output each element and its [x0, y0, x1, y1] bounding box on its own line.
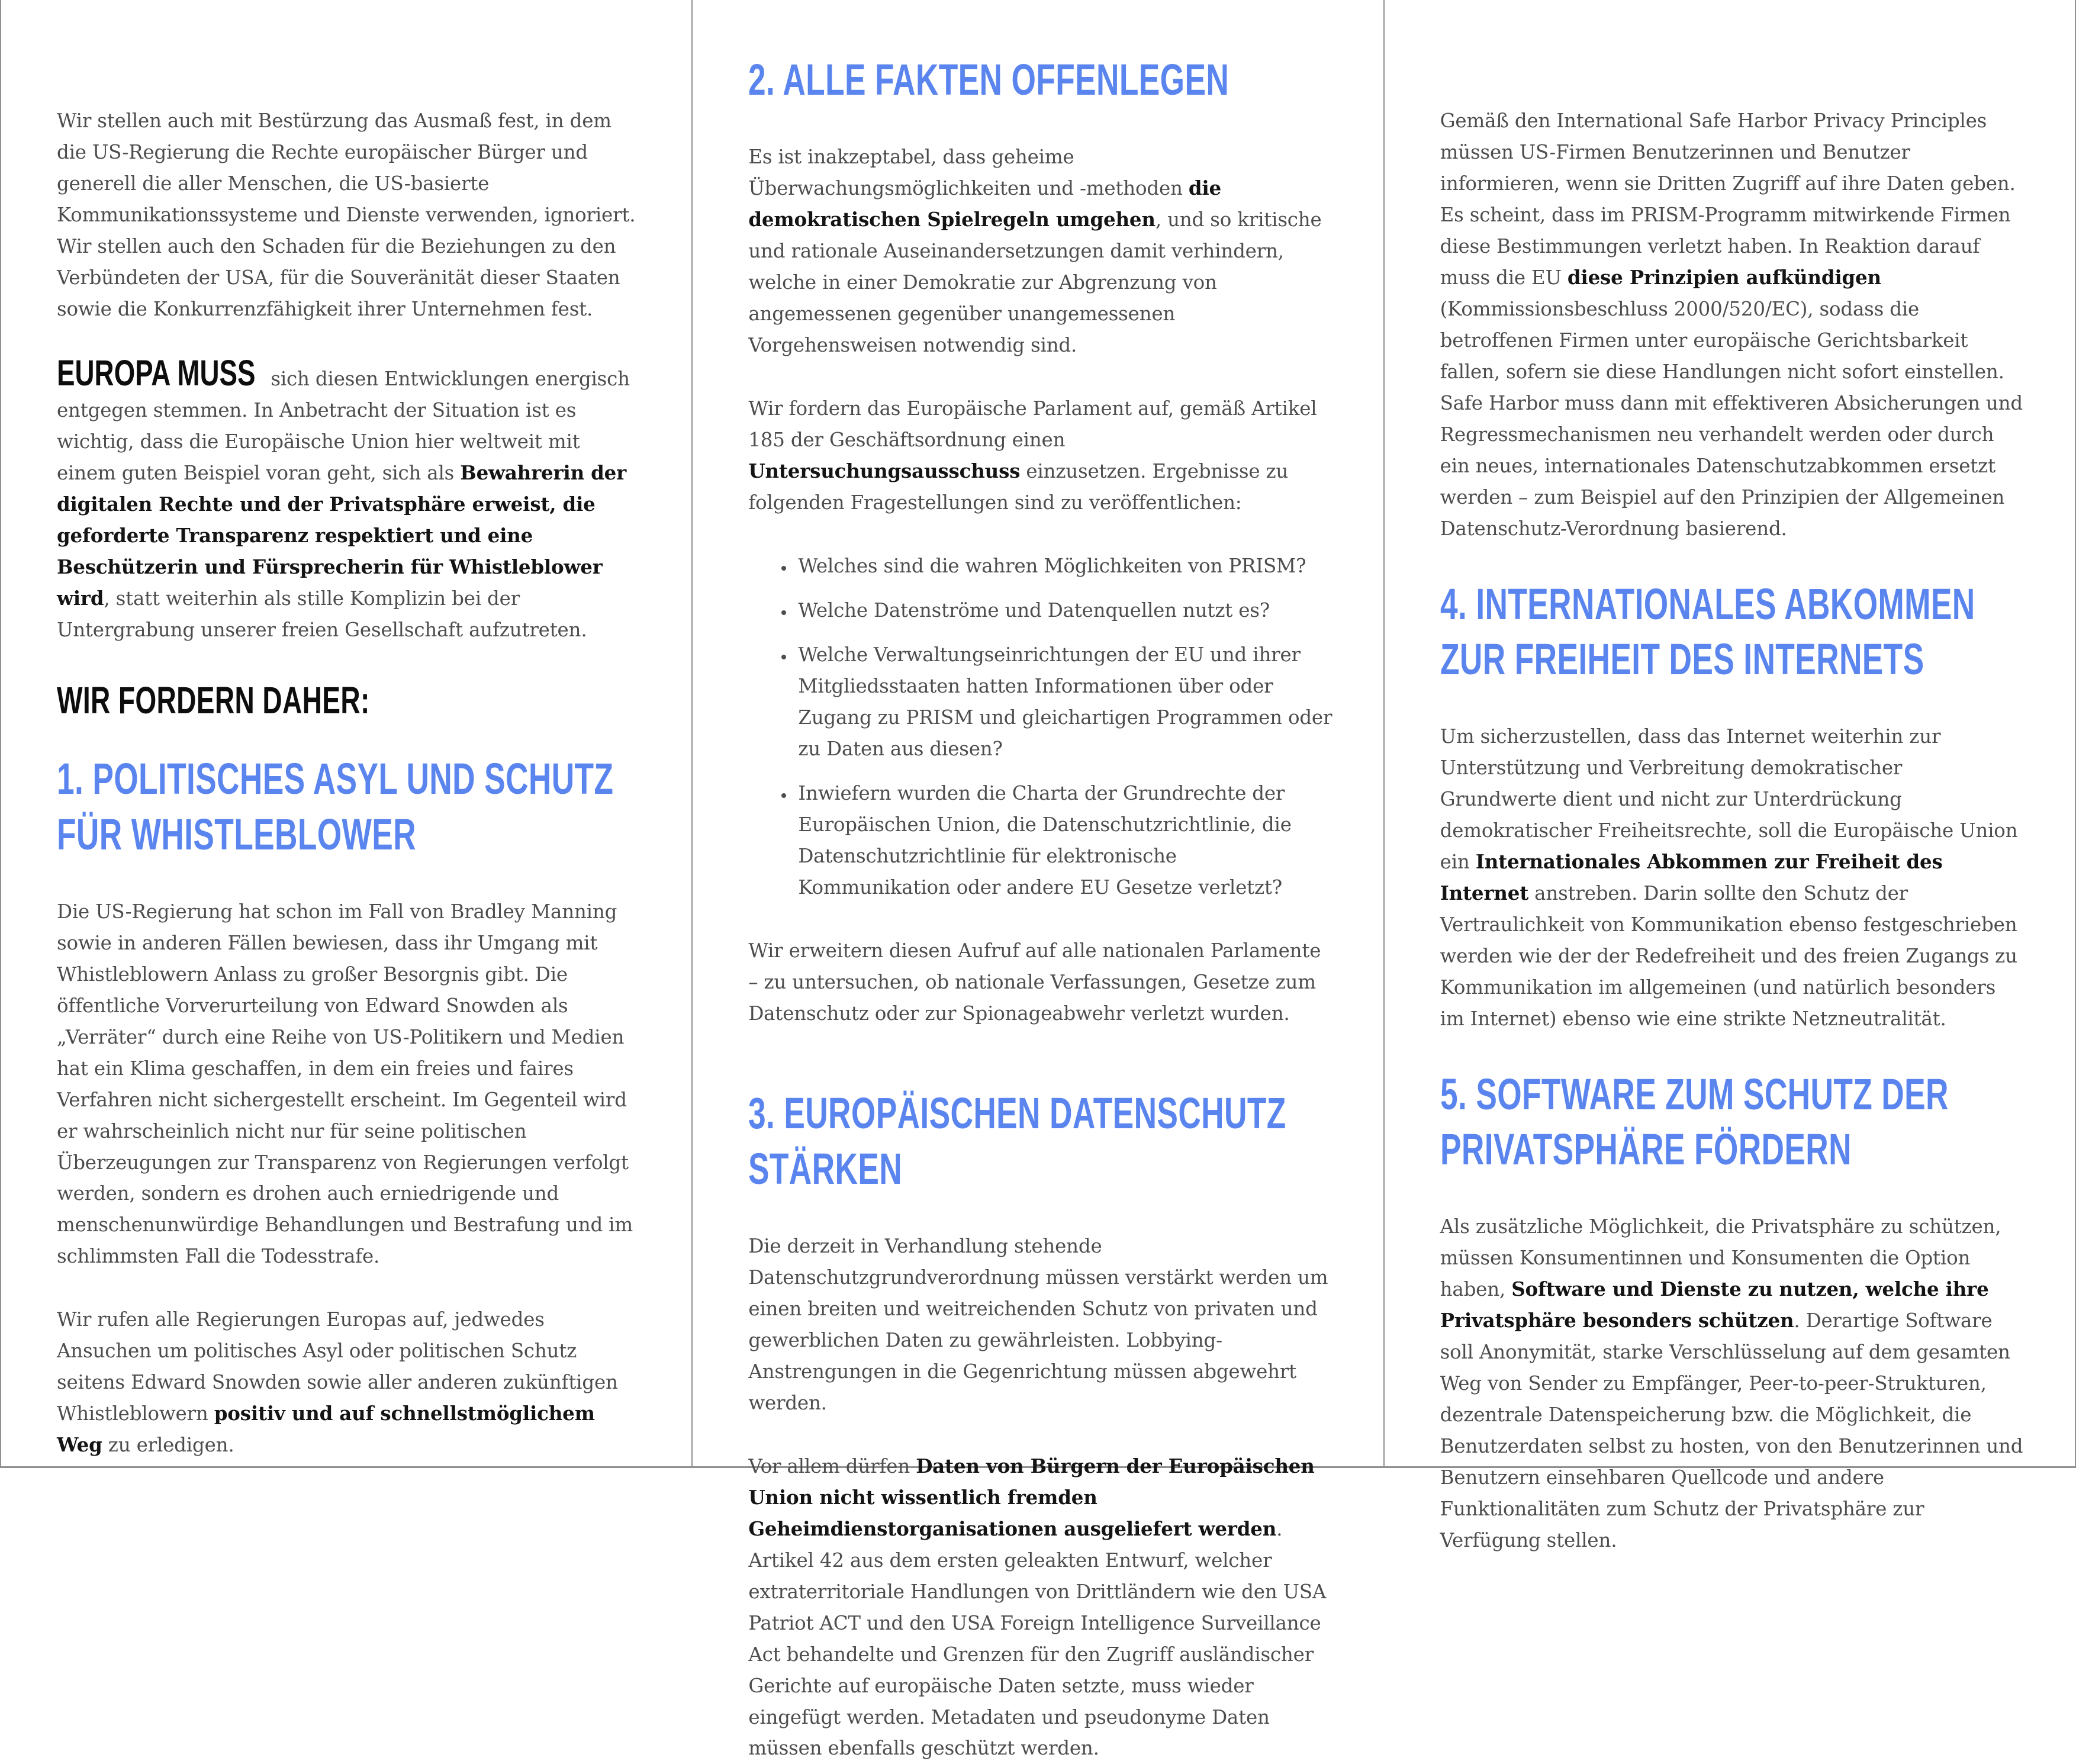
section-1-paragraph-1: Die US-Regierung hat schon im Fall von Bradley Manning sowie in anderen Fällen bewiesen, dass ihr Umgang mit Whistleblowern Anlass zu großer Besorgnis gibt. Die öffentliche Vorverurteilung von Edward Snowden als „Verräter“ durch eine Reihe von US-Politikern und Medien hat ein Klima geschaffen, in dem ein freies und faires Verfahren nicht sichergestellt erscheint. Im Gegenteil wird er wahrscheinlich nicht nur für seine politischen Überzeugungen zur Transparenz von Regierungen verfolgt werden, sondern es drohen auch erniedrigende und menschenunwürdige Behandlungen und Bestrafung und im schlimmsten Fall die Todesstrafe. [57, 900, 633, 1268]
section-1-title: 1. POLITISCHES ASYL UND SCHUTZ FÜR WHISTLEBLOWER [57, 754, 614, 859]
section-5-title: 5. SOFTWARE ZUM SCHUTZ DER PRIVATSPHÄRE FÖRDERN [1440, 1069, 1949, 1174]
section-3-paragraph-2: Vor allem dürfen Daten von Bürgern der Europäischen Union nicht wissentlich fremden Geheimdienstorganisationen ausgeliefert werden. Artikel 42 aus dem ersten geleakten Entwurf, welcher extraterritoriale Handlungen von Drittländern wie den USA Patriot ACT und den USA Foreign Intelligence Surveillance Act behandelte und Grenzen für den Zugriff ausländischer Gerichte auf europäische Daten setzte, muss wieder eingefügt werden. Metadaten und pseudonyme Daten müssen ebenfalls geschützt werden. [748, 1454, 1327, 1760]
list-item: • Inwiefern wurden die Charta der Grundrechte der Europäischen Union, die Datenschutzrichtlinie, die Datenschutzrichtlinie für elektronische Kommunikation oder andere EU Gesetze verletzt? [794, 778, 1332, 903]
list-item: • Welches sind die wahren Möglichkeiten von PRISM? [794, 551, 1332, 582]
section-3-paragraph-1: Die derzeit in Verhandlung stehende Datenschutzgrundverordnung müssen verstärkt werden um einen breiten und weitreichenden Schutz von privaten und gewerblichen Daten zu gewährleisten. Lobbying-Anstrengungen in die Gegenrichtung müssen abgewehrt werden. [748, 1234, 1328, 1414]
column-2 [693, 0, 1383, 1760]
paragraph-dismay: Wir stellen auch mit Bestürzung das Ausmaß fest, in dem die US-Regierung die Rechte europäischer Bürger und generell die aller Menschen, die US-basierte Kommunikationssysteme und Dienste verwenden, ignoriert. Wir stellen auch den Schaden für die Beziehungen zu den Verbündeten der USA, für die Souveränität dieser Staaten sowie die Konkurrenzfähigkeit ihrer Unternehmen fest. [57, 110, 636, 320]
section-3-paragraph-safe-harbor: Gemäß den International Safe Harbor Privacy Principles müssen US-Firmen Benutzerinnen und Benutzer informieren, wenn sie Dritten Zugriff auf ihre Daten geben. Es scheint, dass im PRISM-Programm mitwirkende Firmen diese Bestimmungen verletzt haben. In Reaktion darauf muss die EU diese Prinzipien aufkündigen (Kommissionsbeschluss 2000/520/EC), sodass die betroffenen Firmen unter europäische Gerichtsbarkeit fallen, sofern sie diese Handlungen nicht sofort einstellen. Safe Harbor muss dann mit effektiveren Absicherungen und Regressmechanismen neu verhandelt werden oder durch ein neues, internationales Datenschutzabkommen ersetzt werden – zum Beispiel auf den Prinzipien der Allgemeinen Datenschutz-Verordnung basierend. [1440, 110, 2023, 540]
column-3 [1385, 0, 2075, 1551]
heading-wir-fordern-daher: WIR FORDERN DAHER: [57, 678, 370, 722]
section-1-paragraph-2: Wir rufen alle Regierungen Europas auf, jedwedes Ansuchen um politisches Asyl oder politischen Schutz seitens Edward Snowden sowie aller anderen zukünftigen Whistleblowern positiv und auf schnellstmöglichem Weg zu erledigen. [57, 1308, 618, 1457]
investigation-questions-list [748, 551, 1332, 903]
paragraph-europa-muss [57, 352, 640, 646]
section-2-paragraph-2: Wir fordern das Europäische Parlament auf, gemäß Artikel 185 der Geschäftsordnung einen Untersuchungsausschuss einzusetzen. Ergebnisse zu folgenden Fragestellungen sind zu veröffentlichen: [748, 397, 1317, 514]
list-item: • Welche Verwaltungseinrichtungen der EU und ihrer Mitgliedsstaaten hatten Informationen über oder Zugang zu PRISM und gleichartigen Programmen oder zu Daten aus diesen? [794, 639, 1332, 765]
section-4-title: 4. INTERNATIONALES ABKOMMEN ZUR FREIHEIT DES INTERNETS [1440, 579, 1975, 684]
section-3-title: 3. EUROPÄISCHEN DATENSCHUTZ STÄRKEN [748, 1089, 1286, 1193]
section-2-paragraph-3: Wir erweitern diesen Aufruf auf alle nationalen Parlamente – zu untersuchen, ob nationale Verfassungen, Gesetze zum Datenschutz oder zur Spionageabwehr verletzt wurden. [748, 939, 1321, 1025]
list-item: • Welche Datenströme und Datenquellen nutzt es? [794, 595, 1332, 626]
paragraph-europa-muss-text: sich diesen Entwicklungen energisch entgegen stemmen. In Anbetracht der Situation ist es wichtig, dass die Europäische Union hier weltweit mit einem guten Beispiel voran geht, sich als Bewahrerin der digitalen Rechte und der Privatsphäre erweist, die geforderte Transparenz respektiert und eine Beschützerin und Fürsprecherin für Whistleblower wird, statt weiterhin als stille Komplizin bei der Untergrabung unserer freien Gesellschaft aufzutreten. [57, 367, 630, 641]
section-5-paragraph-1: Als zusätzliche Möglichkeit, die Privatsphäre zu schützen, müssen Konsumentinnen und Konsumenten die Option haben, Software und Dienste zu nutzen, welche ihre Privatsphäre besonders schützen. Derartige Software soll Anonymität, starke Verschlüsselung auf dem gesamten Weg von Sender zu Empfänger, Peer-to-peer-Strukturen, dezentrale Datenspeicherung bzw. die Möglichkeit, die Benutzerdaten selbst zu hosten, von den Benutzerinnen und Benutzern einsehbaren Quellcode und andere Funktionalitäten zum Schutz der Privatsphäre zur Verfügung stellen. [1440, 1215, 2023, 1551]
runin-heading-europa-muss: EUROPA MUSS [57, 352, 256, 393]
section-4-paragraph-1: Um sicherzustellen, dass das Internet weiterhin zur Unterstützung und Verbreitung demokratischer Grundwerte dient und nicht zur Unterdrückung demokratischer Freiheitsrechte, soll die Europäische Union ein Internationales Abkommen zur Freiheit des Internet anstreben. Darin sollte den Schutz der Vertraulichkeit von Kommunikation ebenso festgeschrieben werden wie der der Redefreiheit und des freien Zugangs zu Kommunikation im allgemeinen (und natürlich besonders im Internet) ebenso wie eine strikte Netzneutralität. [1440, 725, 2018, 1030]
section-2-title: 2. ALLE FAKTEN OFFENLEGEN [748, 55, 1229, 104]
column-1 [1, 0, 691, 1466]
section-2-paragraph-1: Es ist inakzeptabel, dass geheime Überwachungsmöglichkeiten und -methoden die demokratischen Spielregeln umgehen, und so kritische und rationale Auseinandersetzungen damit verhindern, welche in einer Demokratie zur Abgrenzung von angemessenen gegenüber unangemessenen Vorgehensweisen notwendig sind. [748, 146, 1322, 357]
